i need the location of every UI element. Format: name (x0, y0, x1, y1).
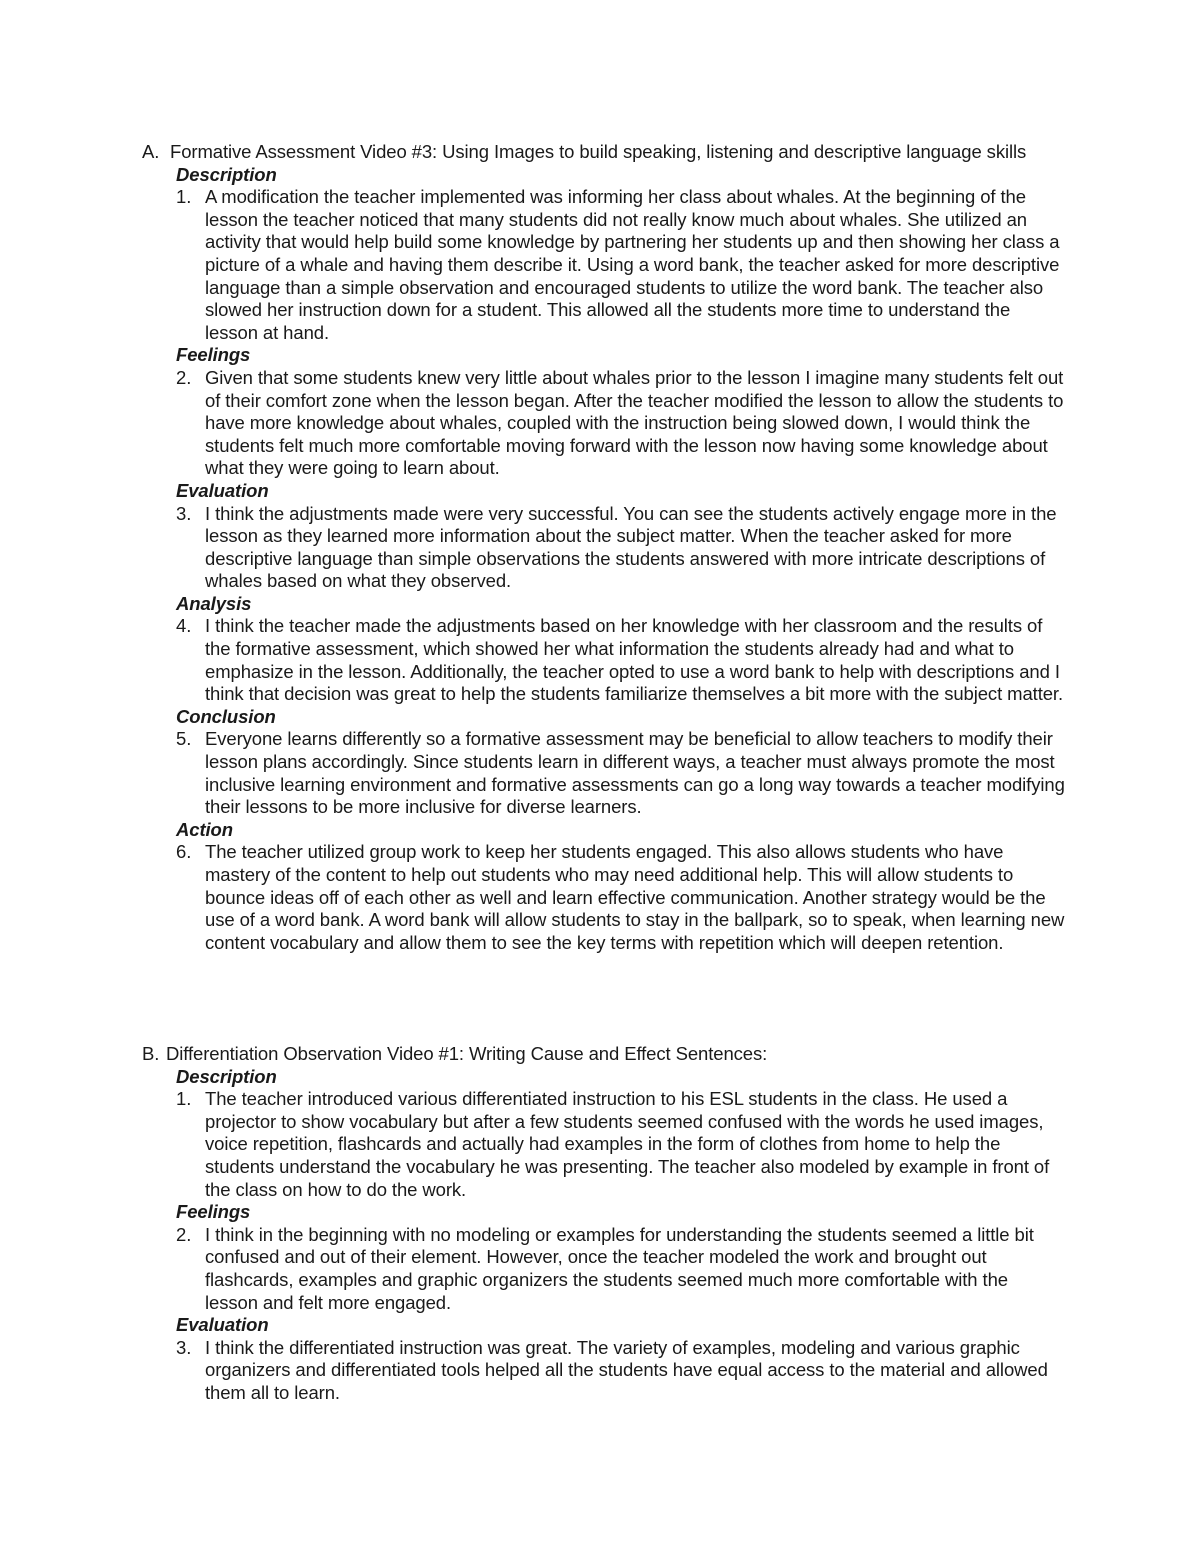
section-a-title: Formative Assessment Video #3: Using Images to build speaking, listening and descriptive language skills (170, 141, 1027, 162)
item-text: I think in the beginning with no modeling or examples for understanding the students seemed a little bit confused and out of their element. However, once the teacher modeled the work and brought out flashcards, examples and graphic organizers the students seemed much more comfortable with the lesson and felt more engaged. (205, 1223, 1034, 1313)
section-a-subheading-evaluation: Evaluation (176, 479, 269, 501)
item-number: 2. (176, 366, 192, 388)
section-b-heading (142, 1043, 1096, 1066)
item-text: The teacher utilized group work to keep her students engaged. This also allows students who have mastery of the content to help out students who may need additional help. This will allow students to bounce ideas off of each other as well and learn effective communication. Another strategy would be the use of a word bank. A word bank will allow students to stay in the ballpark, so to speak, when learning new content vocabulary and allow them to see the key terms with repetition which will deepen retention. (205, 841, 1065, 953)
section-a-subheading-conclusion: Conclusion (176, 705, 276, 727)
item-text: Given that some students knew very little about whales prior to the lesson I imagine many students felt out of their comfort zone when the lesson began. After the teacher modified the lesson to allow the students to have more knowledge about whales, coupled with the instruction being slowed down, I would think the students felt much more comfortable moving forward with the lesson now having some knowledge about what they were going to learn about. (205, 366, 1064, 479)
section-a-subheading-description: Description (176, 163, 277, 185)
section-b-subheading-description: Description (176, 1065, 277, 1087)
section-b-subheading-evaluation: Evaluation (176, 1314, 269, 1336)
section-a (0, 141, 1200, 954)
section-a-item-6 (176, 841, 1065, 954)
item-number: 1. (176, 186, 192, 208)
section-a-heading (142, 141, 1096, 164)
section-a-letter: A. (142, 141, 160, 162)
item-text: The teacher introduced various differentiated instruction to his ESL students in the class. He used a projector to show vocabulary but after a few students seemed confused with the words he used images, voice repetition, flashcards and actually had examples in the form of clothes from home to help the students understand the vocabulary he was presenting. The teacher also modeled by example in front of the class on how to do the work. (205, 1088, 1050, 1200)
item-text: I think the teacher made the adjustments based on her knowledge with her classroom and the results of the formative assessment, which showed her what information the students already had and what to emphasize in the lesson. Additionally, the teacher opted to use a word bank to help with descriptions and I think that decision was great to help the students familiarize themselves a bit more with the subject matter. (205, 615, 1064, 705)
item-number: 2. (176, 1223, 192, 1245)
section-a-subheading-analysis: Analysis (176, 592, 252, 614)
item-text: I think the adjustments made were very successful. You can see the students actively engage more in the lesson as they learned more information about the subject matter. When the teacher asked for more descriptive language than simple observations the students answered with more intricate descriptions of whales based on what they observed. (205, 502, 1057, 592)
section-a-item-1 (176, 186, 1065, 344)
item-number: 5. (176, 728, 192, 750)
item-text: Everyone learns differently so a formative assessment may be beneficial to allow teachers to modify their lesson plans accordingly. Since students learn in different ways, a teacher must always promote the most inclusive learning environment and formative assessments can go a long way towards a teacher modifying their lessons to be more inclusive for diverse learners. (205, 728, 1065, 818)
section-a-subheading-action: Action (176, 818, 233, 840)
section-a-item-5 (176, 728, 1065, 818)
section-a-item-3 (176, 502, 1065, 593)
section-a-subheading-feelings: Feelings (176, 344, 251, 366)
item-text: A modification the teacher implemented was informing her class about whales. At the beginning of the lesson the teacher noticed that many students did not really know much about whales. She utilized an activity that would help build some knowledge by partnering her students up and then showing her class a picture of a whale and having them describe it. Using a word bank, the teacher asked for more descriptive language than a simple observation and encouraged students to utilize the word bank. The teacher also slowed her instruction down for a student. This allowed all the students more time to understand the lesson at hand. (205, 186, 1060, 343)
item-text: I think the differentiated instruction was great. The variety of examples, modeling and various graphic organizers and differentiated tools helped all the students have equal access to the material and allowed them all to learn. (205, 1336, 1048, 1403)
section-b-subheading-feelings: Feelings (176, 1201, 251, 1223)
section-b-item-2 (176, 1223, 1065, 1314)
section-b-title: Differentiation Observation Video #1: Writing Cause and Effect Sentences: (166, 1043, 768, 1064)
item-number: 6. (176, 841, 192, 863)
item-number: 4. (176, 615, 192, 637)
item-number: 1. (176, 1088, 192, 1110)
section-b-item-3 (176, 1336, 1065, 1405)
section-a-item-4 (176, 615, 1065, 705)
section-b (0, 1043, 1200, 1405)
section-b-letter: B. (142, 1043, 160, 1064)
section-b-item-1 (176, 1088, 1065, 1201)
item-number: 3. (176, 502, 192, 524)
item-number: 3. (176, 1336, 192, 1358)
section-a-item-2 (176, 366, 1065, 480)
